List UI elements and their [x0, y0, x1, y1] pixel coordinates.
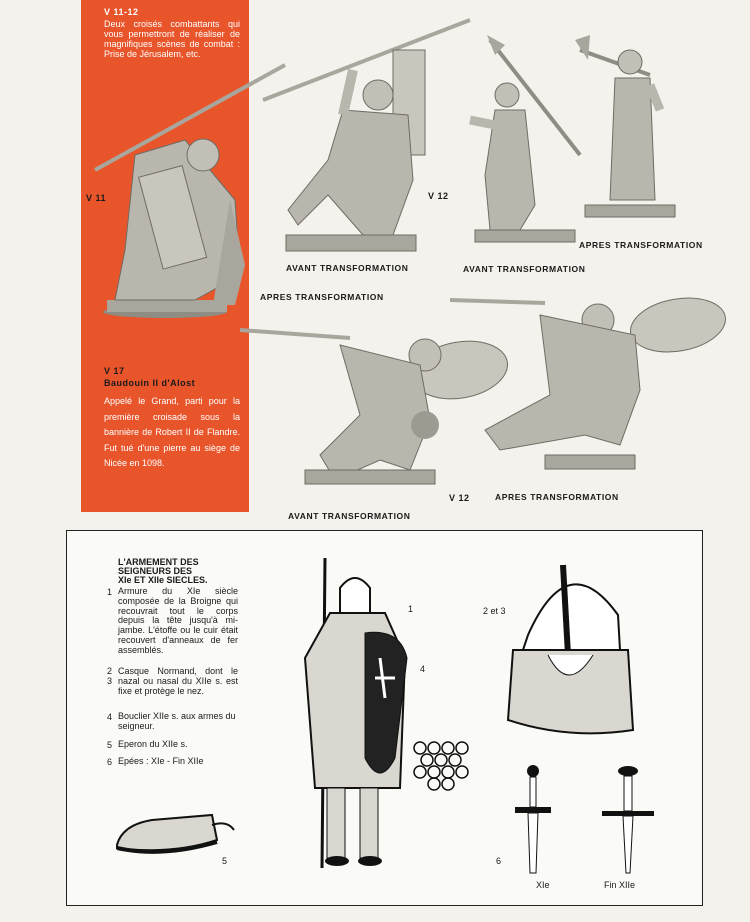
item-5-num: 5: [107, 740, 113, 750]
caption-apres-1: APRES TRANSFORMATION: [579, 240, 703, 250]
caption-avant-2: AVANT TRANSFORMATION: [463, 264, 586, 274]
helmet-drawing: [508, 555, 638, 735]
item-6-num: 6: [107, 757, 113, 767]
caption-avant-3: AVANT TRANSFORMATION: [288, 511, 411, 521]
caption-apres-3: APRES TRANSFORMATION: [495, 492, 619, 502]
spur-drawing: [112, 800, 242, 860]
v17-description: Appelé le Grand, parti pour la première croisade sous la bannière de Robert II de Flandre. Fut tué d'une pierre au siège de Nicée en 1098.: [104, 396, 240, 468]
item-4-num: 4: [107, 712, 113, 722]
figure-v12-avant-1: [258, 20, 473, 260]
fig-label-6: 6: [496, 856, 502, 866]
item-23-text: Casque Normand, dont le nazal ou nasal du XIIe s. est fixe et protège le nez.: [118, 666, 238, 696]
armement-title-2: SEIGNEURS DES: [118, 566, 193, 576]
v11-label: V 11: [86, 193, 107, 203]
sword-label-fin-xiie: Fin XIIe: [604, 880, 636, 890]
figure-v12-apres-1: [580, 30, 680, 230]
figure-v12-avant-2: [465, 35, 585, 265]
v17-title: Baudouin II d'Alost: [104, 378, 196, 388]
item-1-num: 1: [107, 587, 113, 597]
fig-label-5: 5: [222, 856, 228, 866]
fig-label-1: 1: [408, 604, 414, 614]
v1112-description: Deux croisés combattants qui vous permettront de réaliser de magnifiques scènes de combat : Prise de Jérusalem, etc.: [104, 19, 240, 59]
v12-label-bottom: V 12: [449, 493, 470, 503]
chainmail-detail: [412, 740, 472, 790]
sword-xie: [513, 765, 553, 875]
caption-avant-1: AVANT TRANSFORMATION: [286, 263, 409, 273]
item-5-text: Eperon du XIIe s.: [118, 739, 188, 749]
sword-label-xie: XIe: [536, 880, 550, 890]
figure-v17-apres: [450, 295, 730, 480]
item-6-text: Epées : XIe - Fin XIIe: [118, 756, 204, 766]
sword-fin-xiie: [598, 765, 658, 875]
armement-title-3: XIe ET XIIe SIECLES.: [118, 575, 208, 585]
caption-apres-2: APRES TRANSFORMATION: [260, 292, 384, 302]
v17-code: V 17: [104, 366, 125, 376]
item-23-num: 2 3: [107, 666, 113, 686]
knight-armor-drawing: [295, 558, 425, 870]
fig-label-2-3: 2 et 3: [483, 606, 506, 616]
item-4-text: Bouclier XIIe s. aux armes du seigneur.: [118, 711, 236, 731]
armement-title-1: L'ARMEMENT DES: [118, 557, 199, 567]
v12-label-top: V 12: [428, 191, 449, 201]
fig-label-4: 4: [420, 664, 426, 674]
v1112-code: V 11-12: [104, 7, 139, 17]
item-1-text: Armure du XIe siècle composée de la Broigne qui recouvrait tout le corps depuis la tête jusqu'à mi-jambe. L'étoffe ou le cuir était recouvert d'anneaux de fer assemblés.: [118, 586, 238, 655]
